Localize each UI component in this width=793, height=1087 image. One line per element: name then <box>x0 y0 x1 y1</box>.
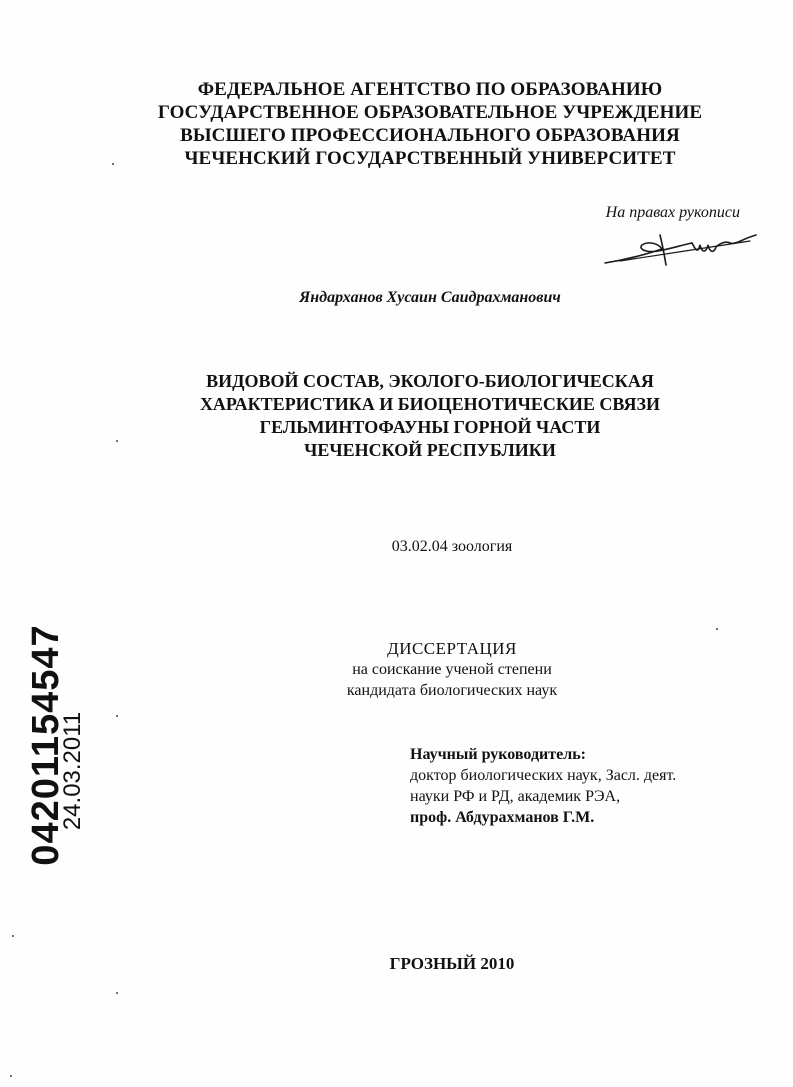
supervisor-name: проф. Абдурахманов Г.М. <box>410 809 595 826</box>
header-line: ВЫСШЕГО ПРОФЕССИОНАЛЬНОГО ОБРАЗОВАНИЯ <box>180 125 680 146</box>
degree-title: ДИССЕРТАЦИЯ <box>387 639 517 658</box>
dissertation-title <box>90 370 770 462</box>
scan-speck <box>12 935 14 937</box>
scan-speck <box>116 715 118 717</box>
scan-speck <box>112 163 114 165</box>
city-and-year: ГРОЗНЫЙ 2010 <box>389 954 515 973</box>
manuscript-rights-note: На правах рукописи <box>605 204 740 221</box>
library-stamp-date: 24.03.2011 <box>59 711 86 831</box>
title-line: ЧЕЧЕНСКОЙ РЕСПУБЛИКИ <box>304 440 556 460</box>
scan-speck <box>116 992 118 994</box>
handwritten-signature <box>600 225 760 270</box>
scan-speck <box>10 1075 12 1077</box>
scientific-supervisor <box>410 744 770 828</box>
supervisor-heading: Научный руководитель: <box>410 746 586 763</box>
scan-speck <box>116 440 118 442</box>
scan-speck <box>716 628 718 630</box>
title-line: ВИДОВОЙ СОСТАВ, ЭКОЛОГО-БИОЛОГИЧЕСКАЯ <box>206 371 654 391</box>
specialty-code: 03.02.04 зоология <box>391 538 513 555</box>
supervisor-credentials: науки РФ и РД, академик РЭА, <box>410 788 621 805</box>
degree-statement <box>250 638 654 701</box>
title-line: ХАРАКТЕРИСТИКА И БИОЦЕНОТИЧЕСКИЕ СВЯЗИ <box>199 394 661 414</box>
institution-header <box>100 78 760 170</box>
header-line: ФЕДЕРАЛЬНОЕ АГЕНТСТВО ПО ОБРАЗОВАНИЮ <box>197 79 663 100</box>
author-name: Яндарханов Хусаин Саидрахманович <box>299 289 561 306</box>
supervisor-credentials: доктор биологических наук, Засл. деят. <box>410 767 677 784</box>
library-stamp-number: 04201154547 <box>25 624 67 866</box>
header-line: ГОСУДАРСТВЕННОЕ ОБРАЗОВАТЕЛЬНОЕ УЧРЕЖДЕНИЕ <box>157 102 703 123</box>
degree-line: на соискание ученой степени <box>352 661 552 678</box>
degree-line: кандидата биологических наук <box>346 682 558 699</box>
title-line: ГЕЛЬМИНТОФАУНЫ ГОРНОЙ ЧАСТИ <box>259 417 601 437</box>
header-line: ЧЕЧЕНСКИЙ ГОСУДАРСТВЕННЫЙ УНИВЕРСИТЕТ <box>184 148 676 169</box>
